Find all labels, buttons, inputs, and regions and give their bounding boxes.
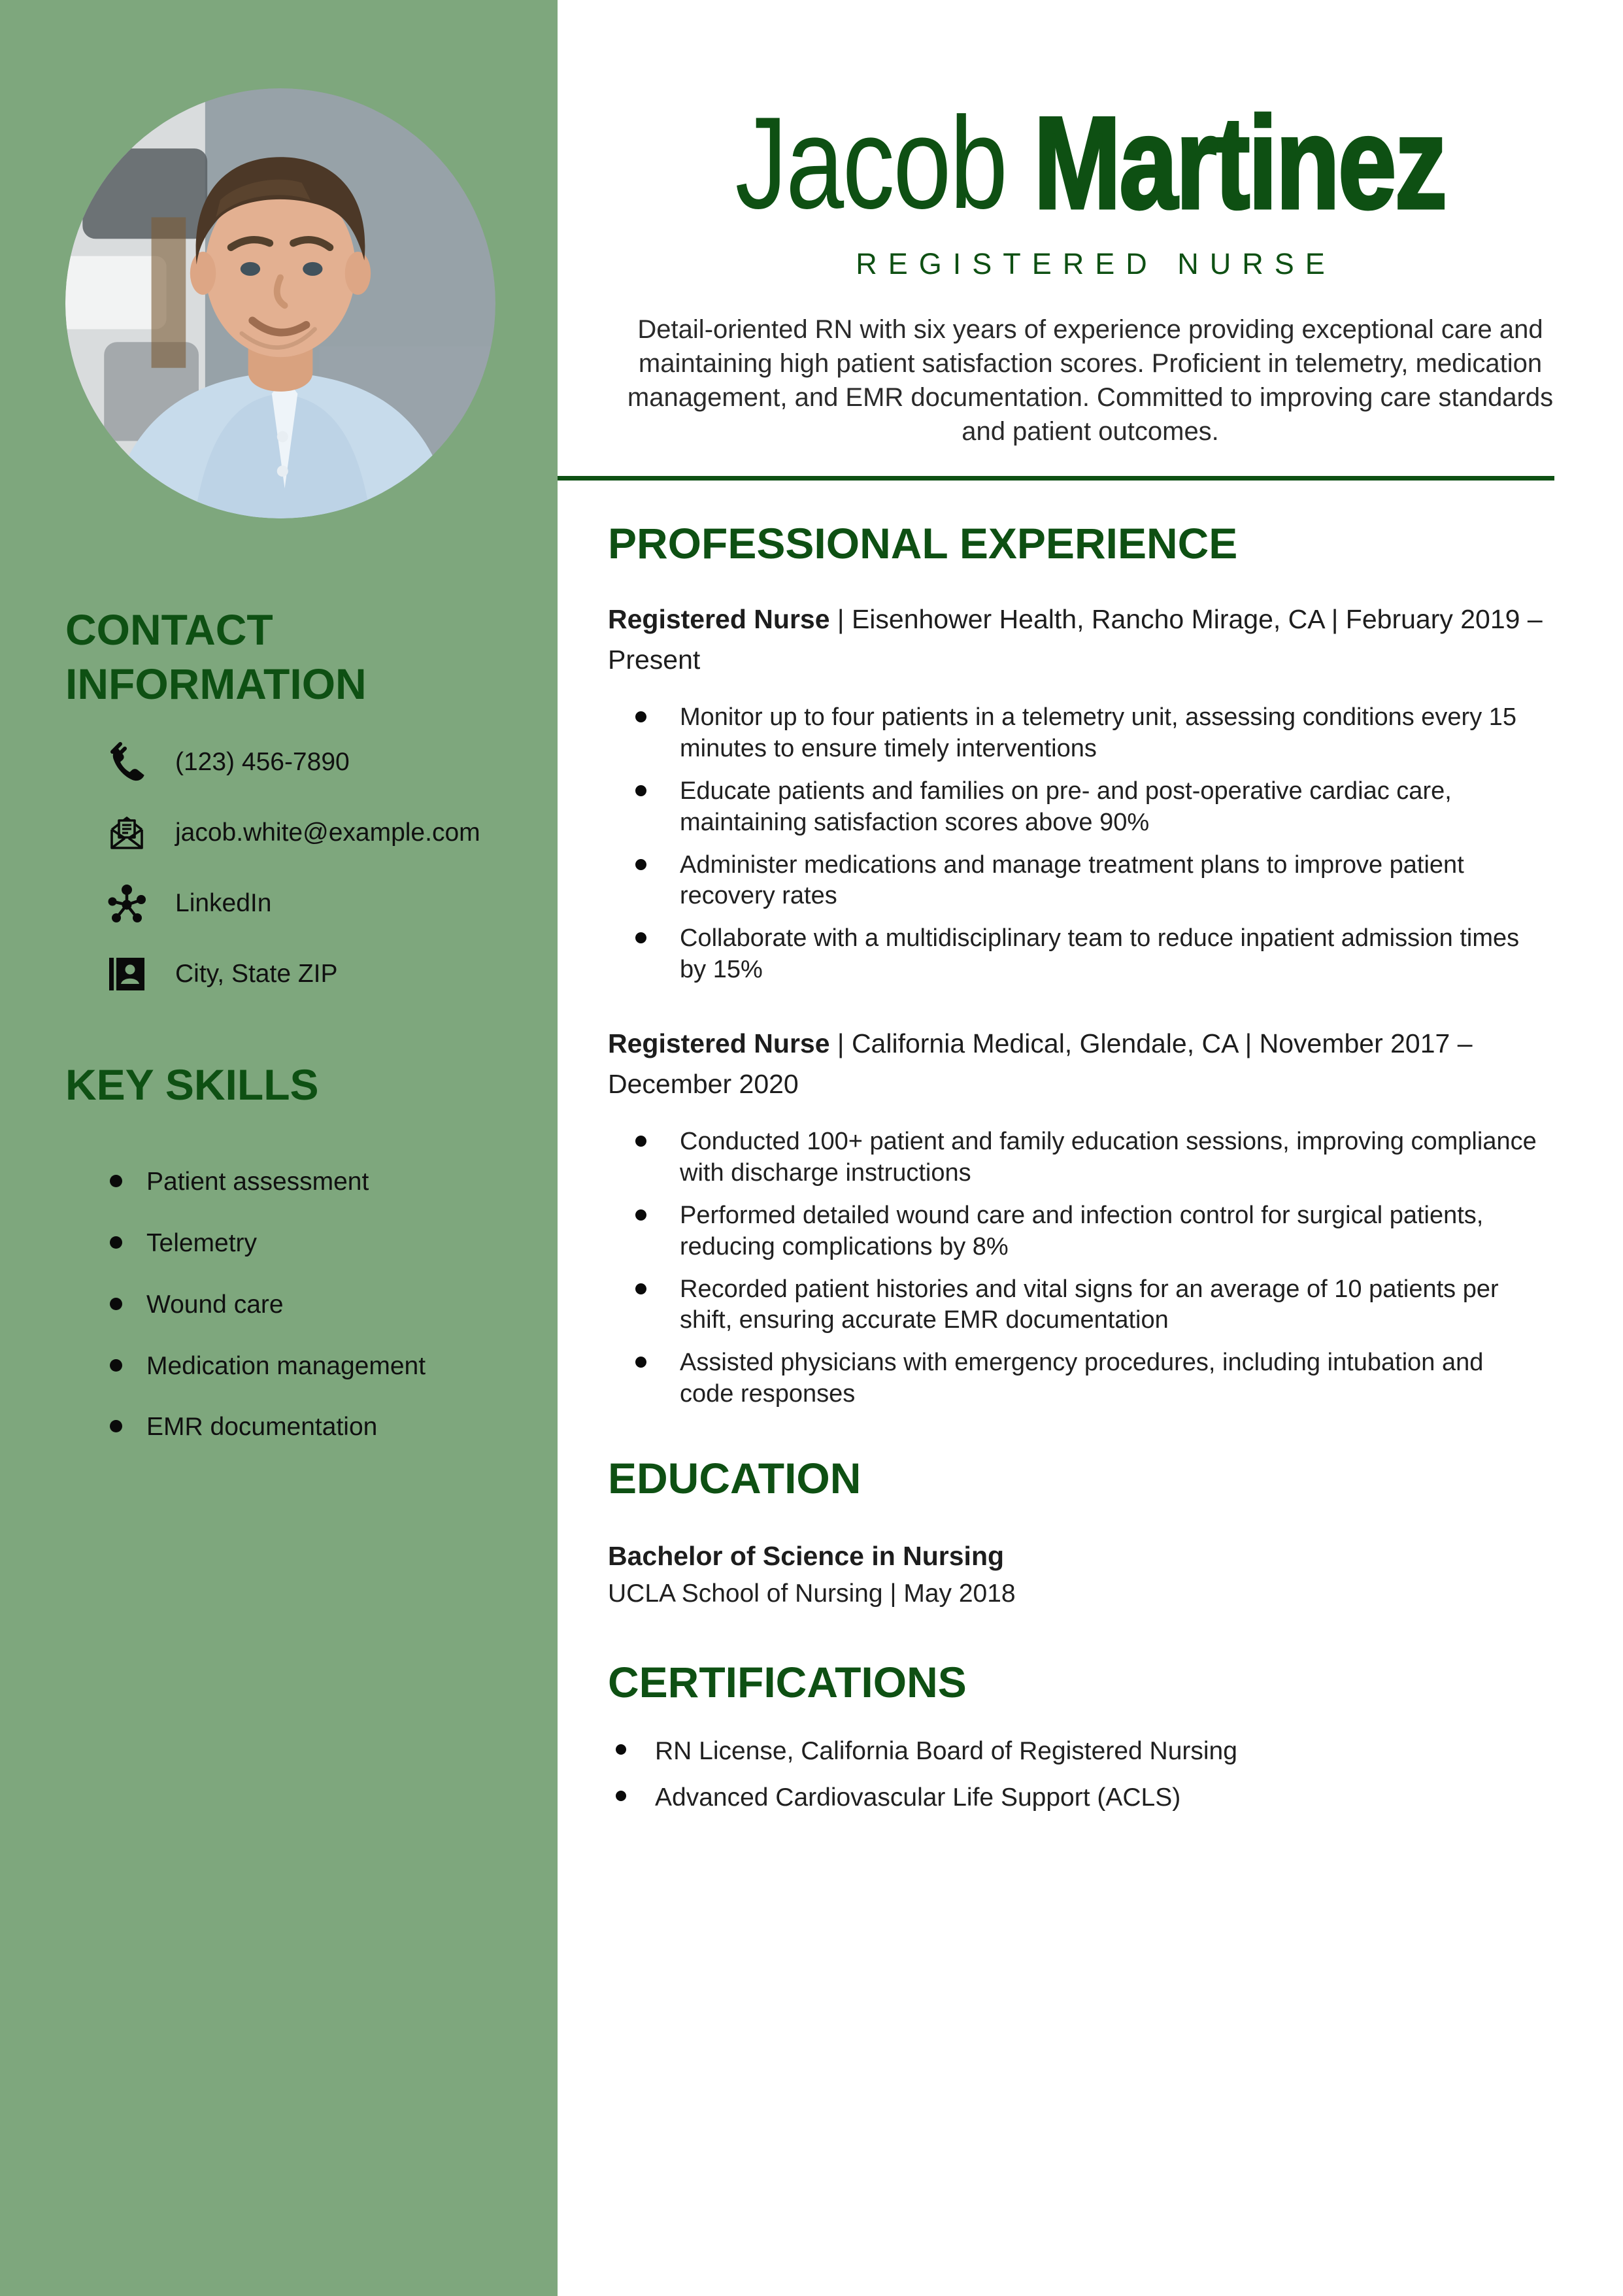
contact-item-email <box>106 812 523 854</box>
key-skills-section <box>65 1058 523 1474</box>
job-meta: | Eisenhower Health, Rancho Mirage, CA | February 2019 – Present <box>608 604 1543 675</box>
job-bullet-list <box>608 702 1567 986</box>
job-role: Registered Nurse <box>608 604 830 634</box>
job-bullet: Performed detailed wound care and infection control for surgical patients, reducing complications by 8% <box>635 1200 1537 1263</box>
header-divider <box>558 476 1554 481</box>
certifications-list <box>608 1736 1567 1814</box>
contact-email-text: jacob.white@example.com <box>175 819 480 847</box>
portrait-illustration <box>65 88 495 518</box>
skill-item: Patient assessment <box>110 1167 523 1198</box>
job-title-subtitle: REGISTERED NURSE <box>856 247 1336 280</box>
job-bullet: Conducted 100+ patient and family education sessions, improving compliance with discharge instructions <box>635 1126 1537 1189</box>
experience-section <box>558 518 1623 1410</box>
last-name: Martinez <box>1033 90 1446 236</box>
job-role: Registered Nurse <box>608 1028 830 1058</box>
contact-address-text: City, State ZIP <box>175 960 338 988</box>
certifications-heading: CERTIFICATIONS <box>608 1658 967 1706</box>
contact-phone-text: (123) 456-7890 <box>175 748 350 777</box>
job-entry <box>608 599 1567 986</box>
contact-items <box>65 741 523 995</box>
certifications-section <box>558 1657 1623 1814</box>
job-bullet: Collaborate with a multidisciplinary team to reduce inpatient admission times by 15% <box>635 923 1537 986</box>
linkedin-icon <box>106 883 148 924</box>
school-line: UCLA School of Nursing | May 2018 <box>608 1579 1016 1608</box>
address-icon <box>106 953 148 995</box>
contact-section <box>65 603 523 995</box>
skill-item: Medication management <box>110 1351 523 1382</box>
resume-header <box>558 90 1623 448</box>
contact-item-phone <box>106 741 523 783</box>
main-column <box>558 0 1623 2296</box>
education-heading: EDUCATION <box>608 1454 862 1502</box>
job-title-line <box>608 599 1567 680</box>
degree: Bachelor of Science in Nursing <box>608 1541 1005 1571</box>
certification-item: RN License, California Board of Registered Nursing <box>616 1736 1567 1768</box>
key-skills-heading: KEY SKILLS <box>65 1060 319 1109</box>
phone-icon <box>106 741 148 783</box>
contact-heading: CONTACT INFORMATION <box>65 605 367 709</box>
skill-item: EMR documentation <box>110 1412 523 1443</box>
education-section <box>558 1453 1623 1610</box>
certification-item: Advanced Cardiovascular Life Support (ACLS) <box>616 1782 1567 1814</box>
job-bullet: Administer medications and manage treatment plans to improve patient recovery rates <box>635 850 1537 913</box>
candidate-name <box>695 90 1485 236</box>
contact-item-address <box>106 953 523 995</box>
first-name: Jacob <box>735 90 1007 236</box>
contact-item-linkedin <box>106 883 523 924</box>
skill-item: Wound care <box>110 1290 523 1321</box>
job-bullet: Recorded patient histories and vital signs for an average of 10 patients per shift, ensuring accurate EMR documentation <box>635 1274 1537 1337</box>
job-bullet-list <box>608 1126 1567 1410</box>
experience-heading: PROFESSIONAL EXPERIENCE <box>608 519 1238 567</box>
job-entry <box>608 1024 1567 1410</box>
key-skills-list <box>65 1167 523 1443</box>
job-meta: | California Medical, Glendale, CA | November 2017 – December 2020 <box>608 1028 1473 1099</box>
job-title-line <box>608 1024 1567 1104</box>
email-icon <box>106 812 148 854</box>
job-bullet: Assisted physicians with emergency procedures, including intubation and code responses <box>635 1347 1537 1410</box>
sidebar <box>0 0 558 2296</box>
professional-summary: Detail-oriented RN with six years of experience providing exceptional care and maintaining high patient satisfaction scores. Proficient in telemetry, medication management, and EMR documentation. Committed to improving care standards and patient outcomes. <box>627 315 1554 446</box>
job-bullet: Educate patients and families on pre- and post-operative cardiac care, maintaining satisfaction scores above 90% <box>635 776 1537 839</box>
contact-linkedin-text: LinkedIn <box>175 889 272 918</box>
job-bullet: Monitor up to four patients in a telemetry unit, assessing conditions every 15 minutes to ensure timely interventions <box>635 702 1537 765</box>
skill-item: Telemetry <box>110 1228 523 1259</box>
profile-photo <box>65 88 495 518</box>
